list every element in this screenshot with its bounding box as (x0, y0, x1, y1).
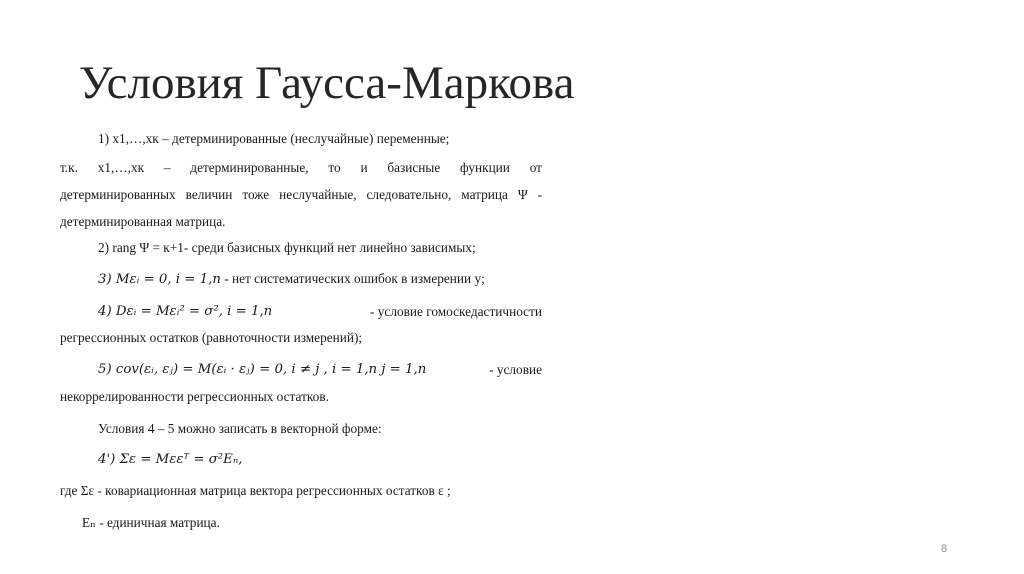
condition-4-formula: 4) Dεᵢ = Mεᵢ² = σ², i = 1,n (98, 304, 273, 319)
page-number: 8 (941, 543, 948, 555)
condition-1-explanation-line-3: детерминированная матрица. (60, 214, 226, 229)
condition-4-continued: регрессионных остатков (равноточности измерений); (60, 330, 363, 345)
condition-1-explanation-line-1: т.к. x1,…,xк – детерминированные, то и базисные функции от (60, 160, 542, 175)
condition-5-formula: 5) cov(εᵢ, εⱼ) = M(εᵢ · εⱼ) = 0, i ≠ j , i = 1,n j = 1,n (98, 362, 427, 377)
vector-form-formula: 4') Σε = Mεεᵀ = σ²Eₙ, (98, 452, 243, 467)
condition-1: 1) x1,…,xк – детерминированные (неслучайные) переменные; (98, 131, 450, 146)
covariance-matrix-definition: где Σε - ковариационная матрица вектора регрессионных остатков ε ; (60, 483, 451, 498)
condition-3-text: - нет систематических ошибок в измерении y; (220, 271, 485, 286)
slide-title: Условия Гаусса-Маркова (79, 57, 575, 109)
identity-matrix-definition: Eₙ - единичная матрица. (82, 515, 220, 530)
vector-form-intro: Условия 4 – 5 можно записать в векторной форме: (98, 421, 382, 436)
condition-5-text: - условие (489, 362, 542, 377)
condition-5-continued: некоррелированности регрессионных остатков. (60, 389, 329, 404)
condition-2: 2) rang Ψ = к+1- среди базисных функций нет линейно зависимых; (98, 240, 476, 255)
condition-3 (98, 270, 485, 289)
condition-1-explanation-line-2: детерминированных величин тоже неслучайные, следовательно, матрица Ψ - (60, 187, 542, 202)
condition-5 (98, 361, 542, 379)
condition-4 (98, 303, 542, 321)
condition-4-text: - условие гомоскедастичности (370, 304, 542, 319)
condition-3-formula: 3) Mεᵢ = 0, i = 1,n (98, 272, 221, 287)
